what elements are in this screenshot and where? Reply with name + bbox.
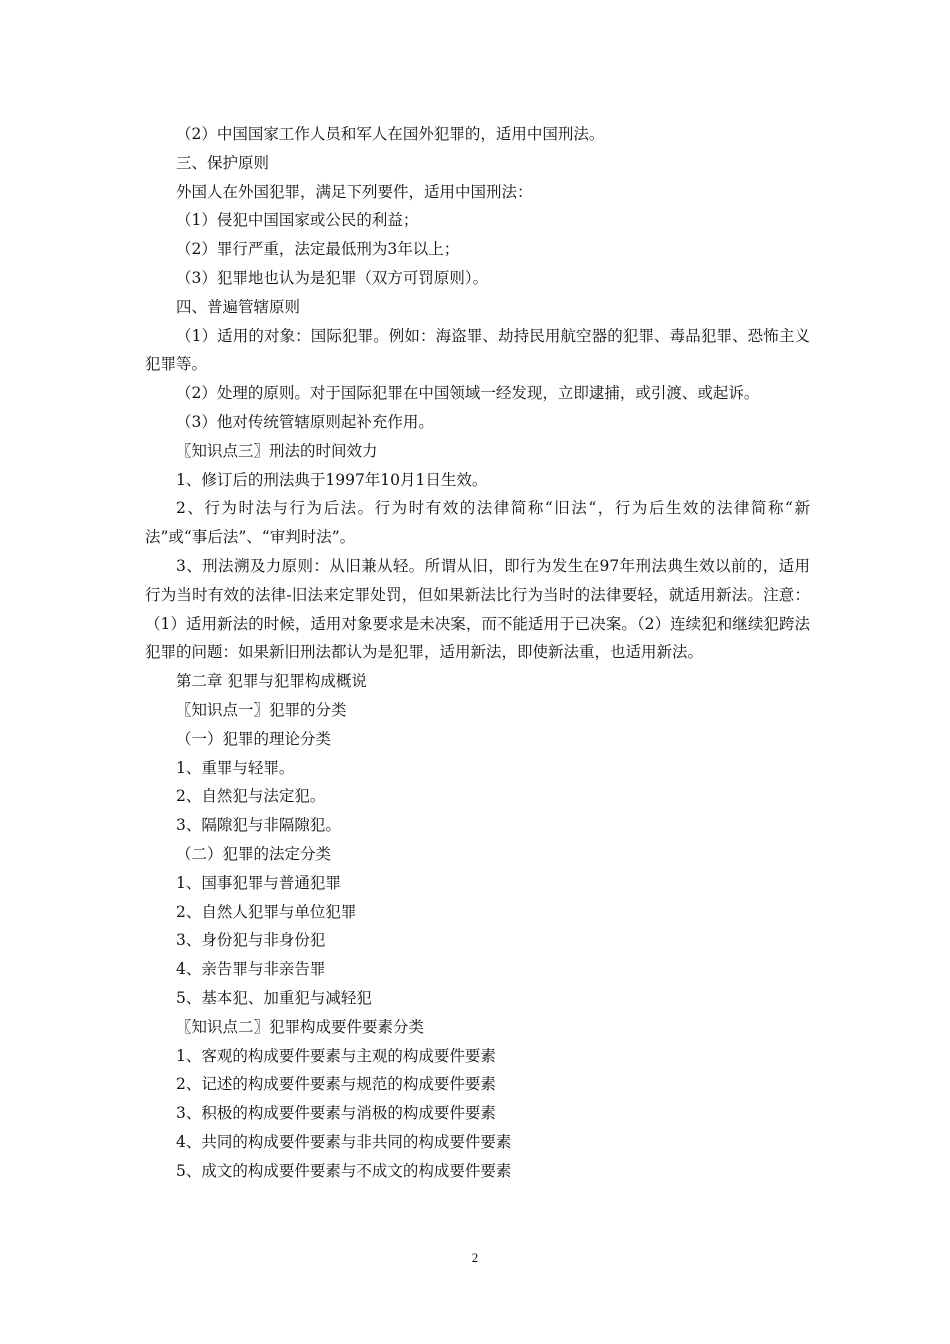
list-item: 1、客观的构成要件要素与主观的构成要件要素 [176,1046,496,1065]
text-line: （2）罪行严重，法定最低刑为3年以上； [176,240,460,259]
list-item: 5、基本犯、加重犯与减轻犯 [176,988,372,1007]
list-item: 4、亲告罪与非亲告罪 [176,960,326,979]
page-number: 2 [471,1250,479,1265]
document-body [145,120,810,1185]
list-item: 2、记述的构成要件要素与规范的构成要件要素 [176,1075,496,1094]
knowledge-point-heading: 〖知识点三〗刑法的时间效力 [176,441,378,460]
paragraph: 2、行为时法与行为后法。行为时有效的法律简称“旧法“，行为后生效的法律简称“新法”或“事后法”、“审判时法”。 [145,499,810,547]
text-line: 1、修订后的刑法典于1997年10月1日生效。 [176,470,488,489]
paragraph: （1）适用的对象：国际犯罪。例如：海盗罪、劫持民用航空器的犯罪、毒品犯罪、恐怖主义犯罪等。 [145,326,810,374]
list-item: 5、成文的构成要件要素与不成文的构成要件要素 [176,1161,512,1180]
subsection-heading: （二）犯罪的法定分类 [176,844,332,863]
list-item: 2、自然犯与法定犯。 [176,787,326,806]
text-line: （1）侵犯中国国家或公民的利益； [176,211,419,230]
section-heading: 四、普遍管辖原则 [176,297,301,316]
section-heading: 三、保护原则 [176,153,270,172]
list-item: 3、身份犯与非身份犯 [176,931,326,950]
chapter-heading: 第二章 犯罪与犯罪构成概说 [176,672,367,691]
list-item: 1、国事犯罪与普通犯罪 [176,873,341,892]
text-line: （2）处理的原则。对于国际犯罪在中国领域一经发现，立即逮捕，或引渡、或起诉。 [176,384,760,403]
text-line: 外国人在外国犯罪，满足下列要件，适用中国刑法： [176,182,533,201]
knowledge-point-heading: 〖知识点二〗犯罪构成要件要素分类 [176,1017,425,1036]
text-line: （2）中国国家工作人员和军人在国外犯罪的，适用中国刑法。 [176,125,605,143]
text-line: （3）犯罪地也认为是犯罪（双方可罚原则）。 [176,268,489,287]
list-item: 1、重罪与轻罪。 [176,758,295,777]
list-item: 4、共同的构成要件要素与非共同的构成要件要素 [176,1132,512,1151]
list-item: 3、积极的构成要件要素与消极的构成要件要素 [176,1104,496,1123]
subsection-heading: （一）犯罪的理论分类 [176,729,332,748]
list-item: 3、隔隙犯与非隔隙犯。 [176,816,341,835]
list-item: 2、自然人犯罪与单位犯罪 [176,902,357,921]
text-line: （3）他对传统管辖原则起补充作用。 [176,412,434,431]
paragraph: 3、刑法溯及力原则：从旧兼从轻。所谓从旧，即行为发生在97年刑法典生效以前的，适用行为当时有效的法律-旧法来定罪处罚，但如果新法比行为当时的法律要轻，就适用新法。注意：（1）适用新法的时候，适用对象要求是未决案，而不能适用于已决案。（2）连续犯和继续犯跨法犯罪的问题：如果新旧刑法都认为是犯罪，适用新法，即使新法重，也适用新法。 [145,556,810,662]
knowledge-point-heading: 〖知识点一〗犯罪的分类 [176,700,347,719]
